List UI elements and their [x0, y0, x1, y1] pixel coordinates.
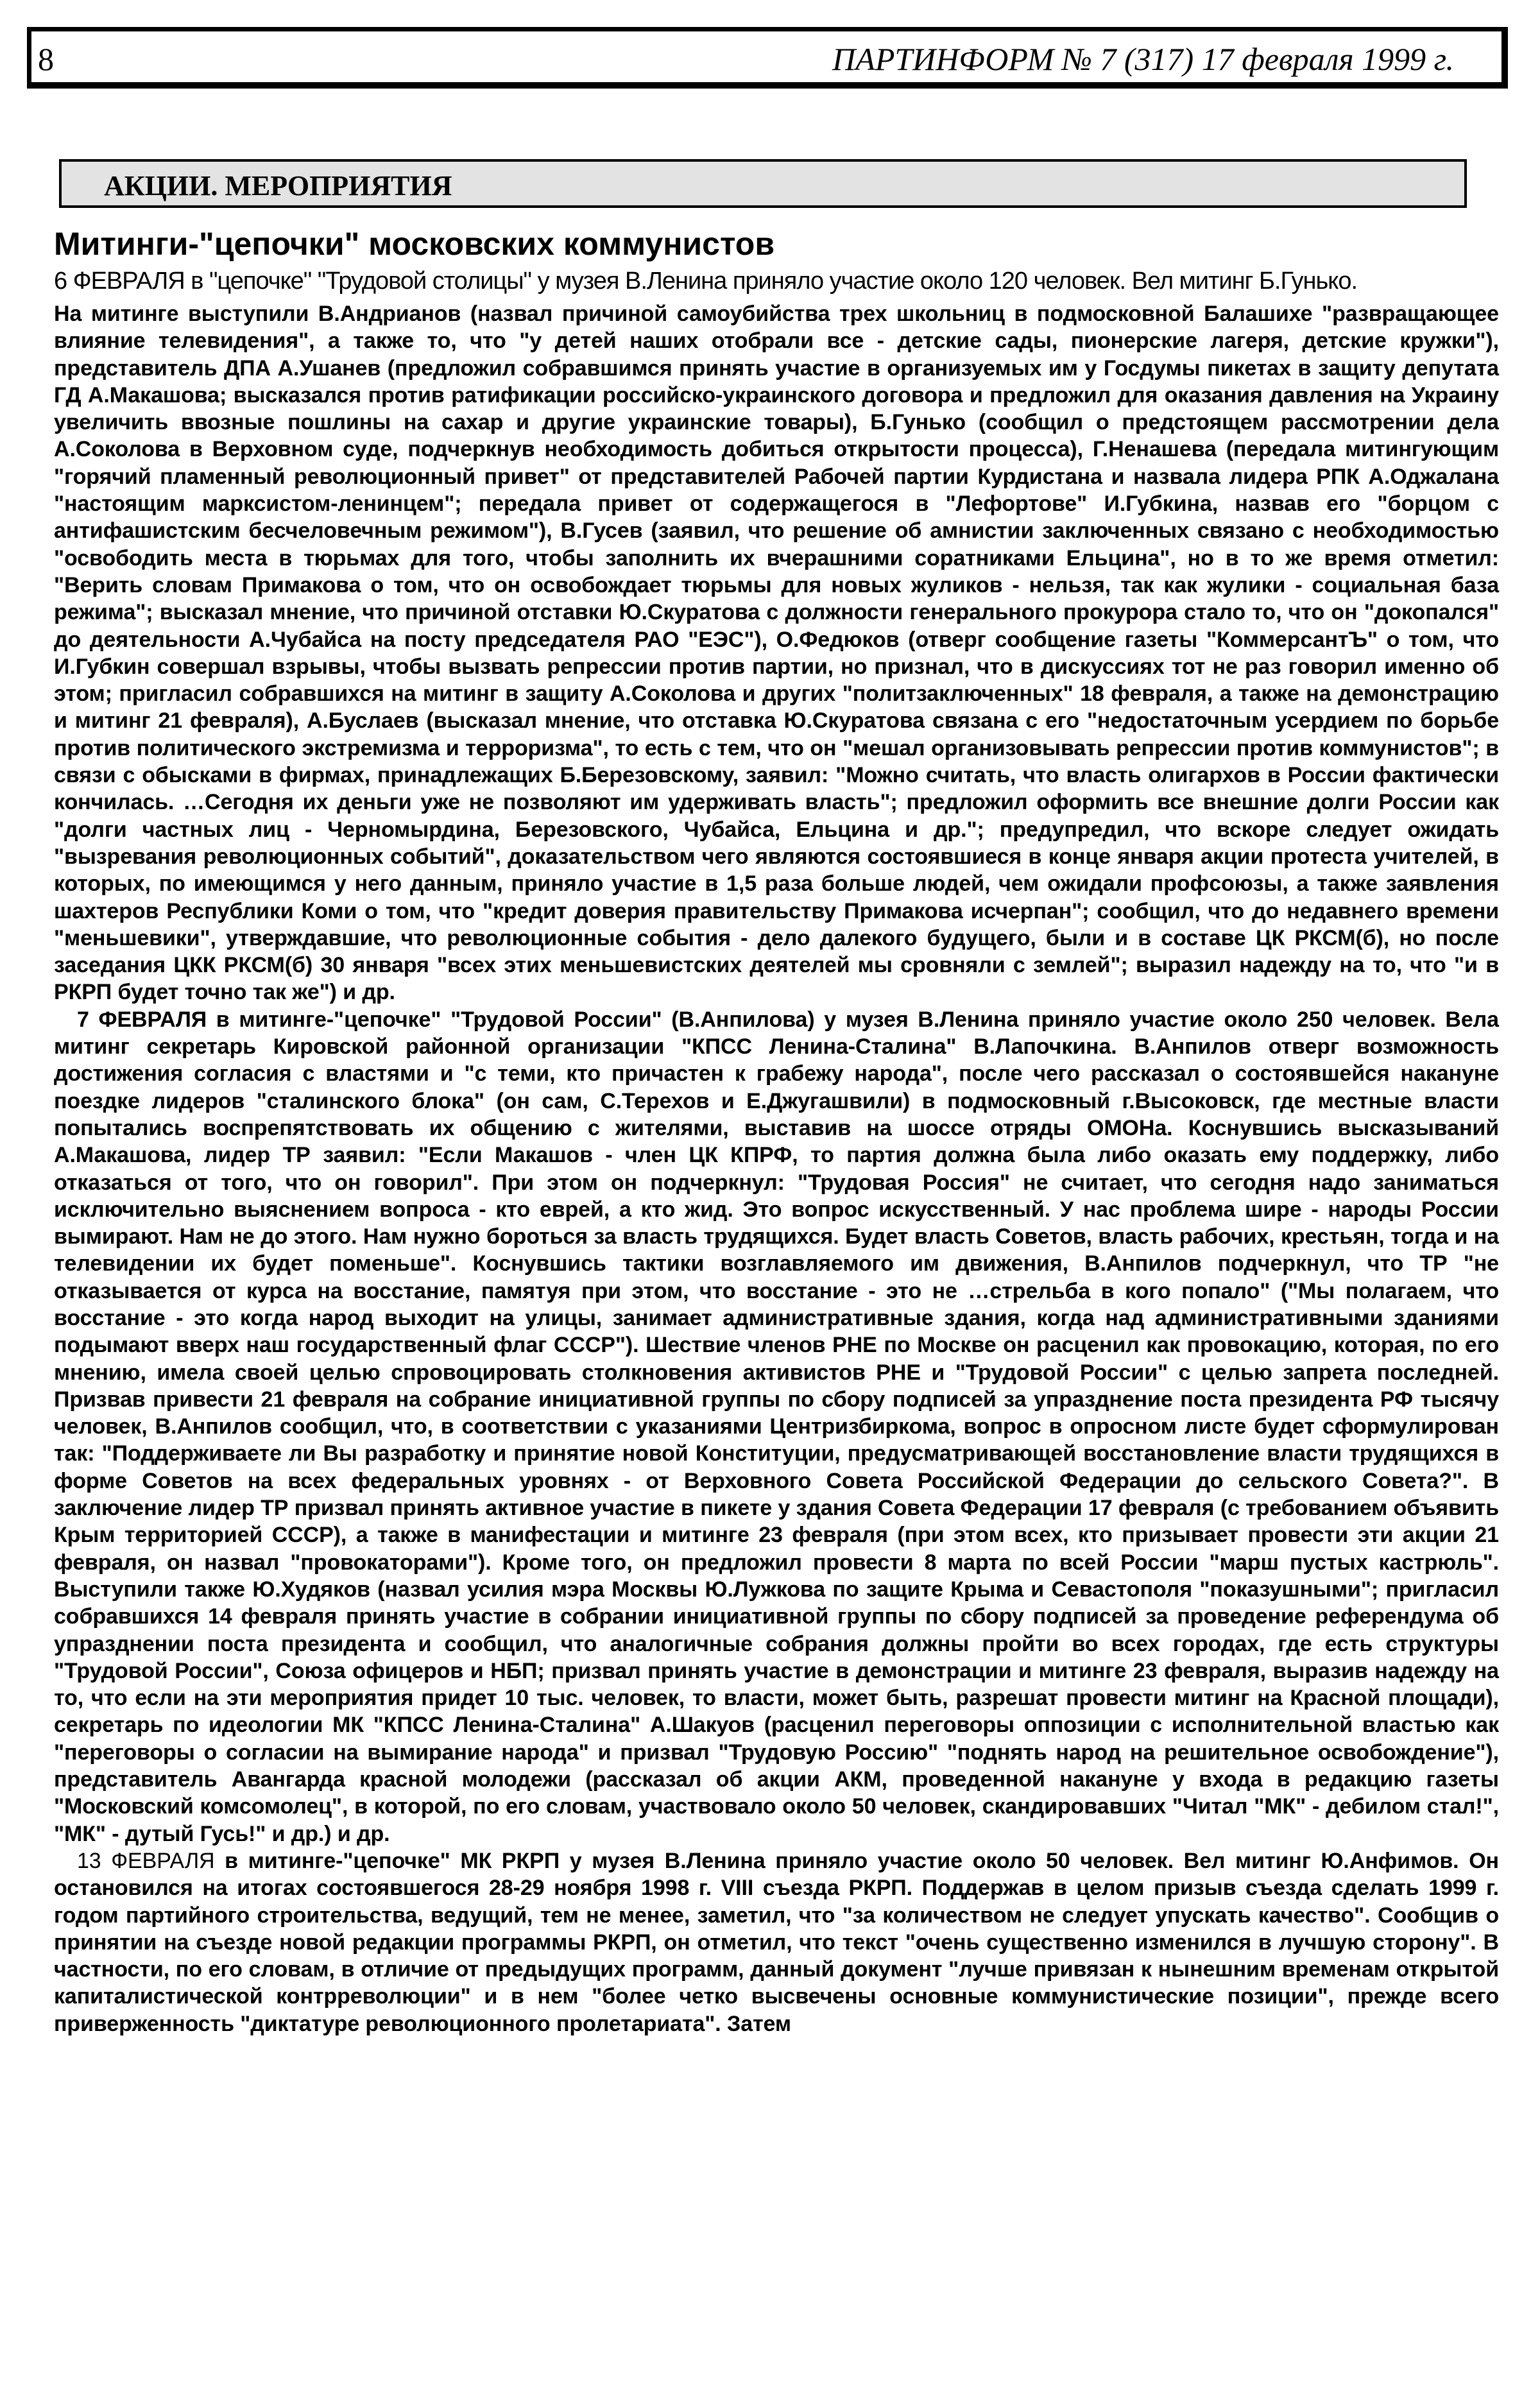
paragraph-3-date: 13 ФЕВРАЛЯ [77, 1848, 215, 1873]
article-paragraph-1: На митинге выступили В.Андрианов (назвал причиной самоубийства трех школьниц в подмосковной Балашихе "развращающее влияние телевидения", а также то, что "у детей наших отобрали все - детские сады, пионерские лагеря, детские кружки"), представитель ДПА А.Ушанев (предложил собравшимся принять участие в организуемых им у Госдумы пикетах в защиту депутата ГД А.Макашова; высказался против ратификации российско-украинского договора и предложил для оказания давления на Украину увеличить ввозные пошлины на сахар и другие украинские товары), Б.Гунько (сообщил о предстоящем рассмотрении дела А.Соколова в Верховном суде, подчеркнув необходимость добиться открытости процесса), Г.Ненашева (передала митингующим "горячий пламенный революционный привет" от представителей Рабочей партии Курдистана и назвала лидера РПК А.Оджалана "настоящим марксистом-ленинцем"; передала привет от содержащегося в "Лефортове" И.Губкина, назвав его "борцом с антифашистским бесчеловечным режимом"), В.Гусев (заявил, что решение об амнистии заключенных связано с необходимостью "освободить места в тюрьмах для того, чтобы заполнить их вчерашними соратниками Ельцина", но в то же время отметил: "Верить словам Примакова о том, что он освобождает тюрьмы для новых жуликов - нельзя, так как жулики - социальная база режима"; высказал мнение, что причиной отставки Ю.Скуратова с должности генерального прокурора стало то, что он "докопался" до деятельности А.Чубайса на посту председателя РАО "ЕЭС"), О.Федюков (отверг сообщение газеты "КоммерсантЪ" о том, что И.Губкин совершал взрывы, чтобы вызвать репрессии против партии, но признал, что в дискуссиях тот не раз говорил именно об этом; пригласил собравшихся на митинг в защиту А.Соколова и других "политзаключенных" 18 февраля, а также на демонстрацию и митинг 21 февраля), А.Буслаев (высказал мнение, что отставка Ю.Скуратова связана с его "недостаточным усердием по борьбе против политического экстремизма и терроризма", то есть с тем, что он "мешал организовывать репрессии против коммунистов"; в связи с обысками в фирмах, принадлежащих Б.Березовскому, заявил: "Можно считать, что власть олигархов в России фактически кончилась. …Сегодня их деньги уже не позволяют им удерживать власть"; предложил оформить все внешние долги России как "долги частных лиц - Черномырдина, Березовского, Чубайса, Ельцина и др."; предупредил, что вскоре следует ожидать "вызревания революционных событий", доказательством чего являются состоявшиеся в конце января акции протеста учителей, в которых, по имеющимся у него данным, приняло участие в 1,5 раза больше людей, чем ожидали профсоюзы, а также заявления шахтеров Республики Коми о том, что "кредит доверия правительству Примакова исчерпан"; сообщил, что до недавнего времени "меньшевики", утверждавшие, что революционные события - дело далекого будущего, были и в составе ЦК РКСМ(б), но после заседания ЦКК РКСМ(б) 30 января "всех этих меньшевистских деятелей мы сровняли с землей"; выразил надежду на то, что "и в РКРП будет точно так же") и др. [54, 302, 1499, 1005]
section-title: АКЦИИ. МЕРОПРИЯТИЯ [104, 170, 452, 201]
article-paragraph-3 [54, 1847, 1499, 2037]
article-lead: 6 ФЕВРАЛЯ в "цепочке" "Трудовой столицы" у музея В.Ленина приняло участие около 120 человек. Вел митинг Б.Гунько. [54, 268, 1358, 295]
paragraph-3-text: в митинге-"цепочке" МК РКРП у музея В.Ленина приняло участие около 50 человек. Вел митинг Ю.Анфимов. Он остановился на итогах состоявшегося 28-29 ноября 1998 г. VIII съезда РКРП. Поддержав в целом призыв съезда сделать 1999 г. годом партийного строительства, ведущий, тем не менее, заметил, что "за количеством не следует упускать качество". Сообщив о принятии на съезде новой редакции программы РКРП, он отметил, что текст "очень существенно изменился в лучшую сторону". В частности, по его словам, в отличие от предыдущих программ, данный документ "лучше привязан к нынешним временам открытой капиталистической контрреволюции" и в нем "более четко высвечены основные коммунистические позиции", прежде всего приверженность "диктатуре революционного пролетариата". Затем [54, 1848, 1499, 2036]
page-header [27, 27, 1508, 89]
article-paragraph-2: 7 ФЕВРАЛЯ в митинге-"цепочке" "Трудовой России" (В.Анпилова) у музея В.Ленина приняло участие около 250 человек. Вела митинг секретарь Кировской районной организации "КПСС Ленина-Сталина" В.Лапочкина. В.Анпилов отверг возможность достижения согласия с властями и "с теми, кто причастен к грабежу народа", после чего рассказал о состоявшейся накануне поездке лидеров "сталинского блока" (он сам, С.Терехов и Е.Джугашвили) в подмосковный г.Высоковск, где местные власти попытались воспрепятствовать их общению с жителями, выставив на шоссе отряды ОМОНа. Коснувшись высказываний А.Макашова, лидер ТР заявил: "Если Макашов - член ЦК КПРФ, то партия должна была либо оказать ему поддержку, либо отказаться от того, что он говорил". При этом он подчеркнул: "Трудовая Россия" не считает, что сегодня надо заниматься исключительно выяснением вопроса - кто еврей, а кто жид. Это вопрос искусственный. У нас проблема шире - народы России вымирают. Нам не до этого. Нам нужно бороться за власть трудящихся. Будет власть Советов, власть рабочих, крестьян, тогда и на телевидении их будет поменьше". Коснувшись тактики возглавляемого им движения, В.Анпилов подчеркнул, что ТР "не отказывается от курса на восстание, памятуя при этом, что восстание - это не …стрельба в кого попало" ("Мы полагаем, что восстание - это когда народ выходит на улицы, занимает административные здания, когда над административными зданиями подымают вверх наш государственный флаг СССР"). Шествие членов РНЕ по Москве он расценил как провокацию, которая, по его мнению, имела своей целью спровоцировать столкновения активистов РНЕ и "Трудовой России" с целью запрета последней. Призвав привести 21 февраля на собрание инициативной группы по сбору подписей за упразднение поста президента РФ тысячу человек, В.Анпилов сообщил, что, в соответствии с указаниями Центризбиркома, вопрос в опросном листе будет сформулирован так: "Поддерживаете ли Вы разработку и принятие новой Конституции, предусматривающей восстановление власти трудящихся в форме Советов на всех федеральных уровнях - от Верховного Совета Российской Федерации до сельского Совета?". В заключение лидер ТР призвал принять активное участие в пикете у здания Совета Федерации 17 февраля (с требованием объявить Крым территорией СССР), а также в манифестации и митинге 23 февраля (при этом всех, кто призывает провести эти акции 21 февраля, он назвал "провокаторами"). Кроме того, он предложил провести 8 марта по всей России "марш пустых кастрюль". Выступили также Ю.Худяков (назвал усилия мэра Москвы Ю.Лужкова по защите Крыма и Севастополя "показушными"; пригласил собравшихся 14 февраля принять участие в собрании инициативной группы по сбору подписей за проведение референдума об упразднении поста президента и сообщил, что аналогичные собрания должны пройти во всех городах, где есть структуры "Трудовой России", Союза офицеров и НБП; призвал принять участие в демонстрации и митинге 23 февраля, выразив надежду на то, что если на эти мероприятия придет 10 тыс. человек, то власти, может быть, разрешат провести митинг на Красной площади), секретарь по идеологии МК "КПСС Ленина-Сталина" А.Шакуов (расценил переговоры оппозиции с исполнительной властью как "переговоры о согласии на вымирание народа" и призвал "Трудовую Россию" "поднять народ на решительное освобождение"), представитель Авангарда красной молодежи (рассказал об акции АКМ, проведенной накануне у входа в редакцию газеты "Московский комсомолец", в которой, по его словам, участвовало около 50 человек, скандировавших "Читал "МК" - дебилом стал!", "МК" - дутый Гусь!" и др.) и др. [54, 1007, 1499, 1846]
article-headline: Митинги-"цепочки" московских коммунистов [54, 226, 775, 262]
article [54, 225, 1499, 2037]
section-title-box [59, 159, 1467, 208]
page-number: 8 [38, 41, 54, 77]
publication-line: ПАРТИНФОРМ № 7 (317) 17 февраля 1999 г. [832, 41, 1454, 77]
